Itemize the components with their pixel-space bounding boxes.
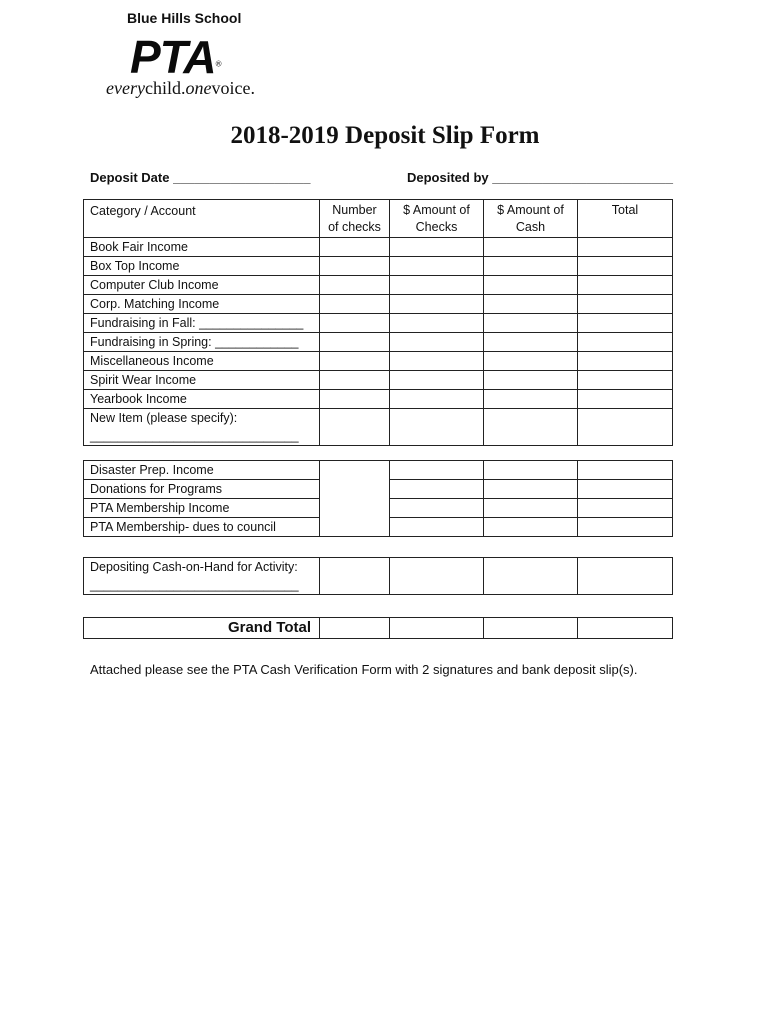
total-cell[interactable] (578, 238, 673, 257)
amount-cash-cell[interactable] (484, 480, 578, 499)
total-cell[interactable] (578, 558, 673, 595)
cash-on-hand-blank[interactable]: ______________________________ (90, 578, 299, 592)
table-row (84, 238, 673, 257)
total-cell[interactable] (578, 333, 673, 352)
cash-on-hand-label: Depositing Cash-on-Hand for Activity: (90, 560, 298, 574)
amount-cash-cell[interactable] (484, 257, 578, 276)
grand-total-num-checks[interactable] (320, 618, 390, 639)
amount-checks-cell[interactable] (390, 461, 484, 480)
row-label: Corp. Matching Income (84, 295, 320, 314)
amount-cash-cell[interactable] (484, 461, 578, 480)
amount-checks-cell[interactable] (390, 409, 484, 446)
pta-logo-text: PTA (130, 31, 216, 83)
amount-cash-cell[interactable] (484, 333, 578, 352)
row-label: Book Fair Income (84, 238, 320, 257)
amount-cash-cell[interactable] (484, 352, 578, 371)
grand-total-table (83, 617, 673, 639)
table-row (84, 558, 673, 595)
table-row (84, 461, 673, 480)
total-cell[interactable] (578, 390, 673, 409)
amount-checks-cell[interactable] (390, 352, 484, 371)
amount-cash-cell[interactable] (484, 276, 578, 295)
tagline-child: child. (144, 78, 186, 98)
total-cell[interactable] (578, 480, 673, 499)
row-label: Disaster Prep. Income (84, 461, 320, 480)
pta-logo (130, 31, 222, 83)
row-label[interactable]: Fundraising in Spring: ____________ (84, 333, 320, 352)
row-label: Donations for Programs (84, 480, 320, 499)
total-cell[interactable] (578, 461, 673, 480)
column-header-amount-checks-line1: $ Amount of (403, 203, 470, 217)
column-header-num-checks (320, 200, 390, 238)
num-checks-cell[interactable] (320, 333, 390, 352)
num-checks-cell-merged[interactable] (320, 461, 390, 537)
table-row (84, 314, 673, 333)
grand-total-amount-cash[interactable] (484, 618, 578, 639)
num-checks-cell[interactable] (320, 558, 390, 595)
amount-cash-cell[interactable] (484, 558, 578, 595)
column-header-num-checks-line2: of checks (328, 220, 381, 234)
num-checks-cell[interactable] (320, 257, 390, 276)
row-label: Box Top Income (84, 257, 320, 276)
income-table (83, 199, 673, 446)
total-cell[interactable] (578, 295, 673, 314)
table-header-row (84, 200, 673, 238)
tagline-every: every (106, 78, 145, 98)
total-cell[interactable] (578, 409, 673, 446)
amount-checks-cell[interactable] (390, 518, 484, 537)
column-header-num-checks-line1: Number (332, 203, 377, 217)
num-checks-cell[interactable] (320, 371, 390, 390)
row-label: PTA Membership Income (84, 499, 320, 518)
column-header-total: Total (578, 200, 673, 238)
grand-total-label: Grand Total (84, 618, 320, 639)
new-item-field[interactable] (84, 409, 320, 446)
table-row (84, 352, 673, 371)
table-row-new-item (84, 409, 673, 446)
grand-total-amount-checks[interactable] (390, 618, 484, 639)
num-checks-cell[interactable] (320, 276, 390, 295)
pta-tagline (106, 78, 255, 99)
num-checks-cell[interactable] (320, 295, 390, 314)
new-item-label: New Item (please specify): (90, 411, 238, 425)
amount-cash-cell[interactable] (484, 238, 578, 257)
table-row (84, 371, 673, 390)
column-header-amount-checks (390, 200, 484, 238)
table-row (84, 333, 673, 352)
amount-checks-cell[interactable] (390, 314, 484, 333)
form-title: 2018-2019 Deposit Slip Form (230, 122, 540, 149)
school-name: Blue Hills School (127, 10, 242, 26)
column-header-category: Category / Account (84, 200, 320, 238)
row-label[interactable]: Fundraising in Fall: _______________ (84, 314, 320, 333)
amount-cash-cell[interactable] (484, 409, 578, 446)
amount-checks-cell[interactable] (390, 257, 484, 276)
amount-checks-cell[interactable] (390, 390, 484, 409)
amount-checks-cell[interactable] (390, 295, 484, 314)
column-header-amount-cash-line1: $ Amount of (497, 203, 564, 217)
column-header-amount-checks-line2: Checks (415, 220, 458, 234)
table-row (84, 257, 673, 276)
deposit-date-field[interactable]: Deposit Date ___________________ (90, 170, 311, 185)
amount-cash-cell[interactable] (484, 314, 578, 333)
amount-cash-cell[interactable] (484, 295, 578, 314)
total-cell[interactable] (578, 257, 673, 276)
attachment-note: Attached please see the PTA Cash Verification Form with 2 signatures and bank deposit slip(s). (90, 662, 638, 677)
cash-on-hand-table (83, 557, 673, 595)
amount-checks-cell[interactable] (390, 480, 484, 499)
total-cell[interactable] (578, 518, 673, 537)
table-row (84, 390, 673, 409)
grand-total-row (84, 618, 673, 639)
amount-checks-cell[interactable] (390, 276, 484, 295)
amount-cash-cell[interactable] (484, 499, 578, 518)
row-label: Spirit Wear Income (84, 371, 320, 390)
grand-total-total[interactable] (578, 618, 673, 639)
num-checks-cell[interactable] (320, 390, 390, 409)
num-checks-cell[interactable] (320, 409, 390, 446)
row-label: Yearbook Income (84, 390, 320, 409)
amount-checks-cell[interactable] (390, 371, 484, 390)
new-item-blank[interactable]: ______________________________ (90, 429, 299, 443)
amount-cash-cell[interactable] (484, 390, 578, 409)
amount-checks-cell[interactable] (390, 499, 484, 518)
row-label: PTA Membership- dues to council (84, 518, 320, 537)
table-row (84, 295, 673, 314)
total-cell[interactable] (578, 499, 673, 518)
total-cell[interactable] (578, 352, 673, 371)
cash-on-hand-field[interactable] (84, 558, 320, 595)
other-income-table (83, 460, 673, 537)
tagline-one: one (185, 78, 212, 98)
num-checks-cell[interactable] (320, 314, 390, 333)
registered-mark: ® (215, 59, 222, 69)
num-checks-cell[interactable] (320, 352, 390, 371)
row-label: Miscellaneous Income (84, 352, 320, 371)
total-cell[interactable] (578, 276, 673, 295)
amount-checks-cell[interactable] (390, 238, 484, 257)
total-cell[interactable] (578, 314, 673, 333)
deposited-by-field[interactable]: Deposited by _________________________ (407, 170, 673, 185)
column-header-amount-cash (484, 200, 578, 238)
num-checks-cell[interactable] (320, 238, 390, 257)
total-cell[interactable] (578, 371, 673, 390)
amount-cash-cell[interactable] (484, 518, 578, 537)
column-header-amount-cash-line2: Cash (515, 220, 546, 234)
amount-checks-cell[interactable] (390, 333, 484, 352)
table-row (84, 276, 673, 295)
tagline-voice: voice. (211, 78, 255, 98)
amount-cash-cell[interactable] (484, 371, 578, 390)
row-label: Computer Club Income (84, 276, 320, 295)
amount-checks-cell[interactable] (390, 558, 484, 595)
